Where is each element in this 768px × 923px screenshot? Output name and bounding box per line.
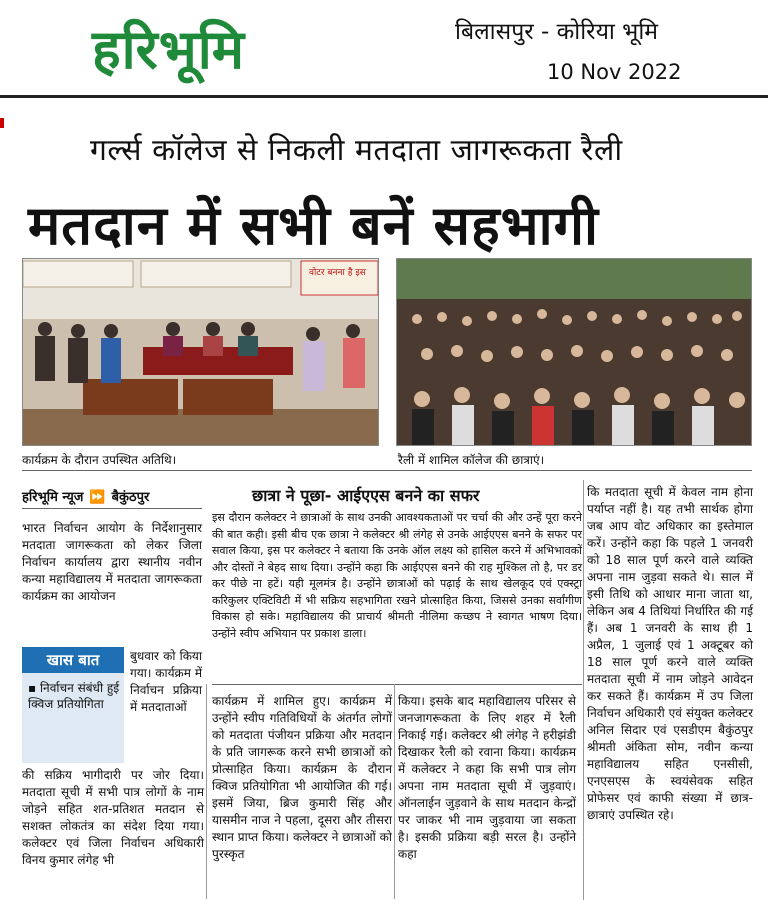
newspaper-logo: हरिभूमि xyxy=(92,18,245,81)
photo-caption-guests: कार्यक्रम के दौरान उपस्थित अतिथि। xyxy=(22,453,177,467)
column-1-bottom: की सक्रिय भागीदारी पर जोर दिया। मतदाता सूची में सभी पात्र लोगों के नाम जोड़ने सहित शत-प्रतिशत मतदान से सशक्त लोकतंत्र का संदेश दिया गया। कलेक्टर एवं जिला निर्वाचन अधिकारी विनय कुमार लंगेह भी xyxy=(22,768,204,867)
highlight-box-item: ▪ निर्वाचन संबंधी हुई क्विज प्रतियोगिता xyxy=(28,681,120,711)
column-2: कार्यक्रम में शामिल हुए। कार्यक्रम में उन्होंने स्वीप गतिविधियों के अंतर्गत लोगों को मतदाता पंजीयन प्रक्रिया और मतदान के प्रति जागरूक करने सभी छात्राओं को प्रोत्साहित किया। कार्यक्रम के दौरान क्विज प्रतियोगिता भी आयोजित की गई। इसमें जिया, ब्रिज कुमारी सिंह और यासमीन नाज ने पहला, दूसरा और तीसरा स्थान प्राप्त किया। कलेक्टर ने छात्राओं को पुरस्कृत xyxy=(212,694,392,861)
photo-rally-drawing xyxy=(397,259,751,445)
highlight-box-title: खास बात xyxy=(22,647,124,673)
column-4: कि मतदाता सूची में केवल नाम होना पर्याप्त नहीं है। यह तभी सार्थक होगा जब आप वोट अधिकार का इस्तेमाल करें। उन्होंने कहा कि पहले 1 जनवरी को 18 साल पूर्ण करने वाले व्यक्ति अपना नाम जुड़वा सकते थे। साल में इसी तिथि को आधार माना जाता था, लेकिन अब 4 तिथियां निर्धारित की गई हैं। अब 1 जनवरी के साथ ही 1 अप्रैल, 1 जुलाई एवं 1 अक्टूबर को 18 साल पूर्ण करने वाले व्यक्ति मतदाता सूची में नाम जोड़ने आवेदन कर सकते हैं। कार्यक्रम में उप जिला निर्वाचन अधिकारी एवं संयुक्त कलेक्टर अनिल सिदार एवं एसडीएम बैकुंठपुर श्रीमती अंकिता सोम, नवीन कन्या महाविद्यालय सहित एनसीसी, एनएसएस के स्वयंसेवक सहित प्रोफेसर एवं काफी संख्या में छात्र-छात्राएं उपस्थित रहे। xyxy=(587,485,753,822)
photo-rally xyxy=(396,258,752,446)
edition-name: बिलासपुर - कोरिया भूमि xyxy=(455,19,659,45)
column-divider-3 xyxy=(583,480,584,900)
highlight-box-text: निर्वाचन संबंधी हुई क्विज प्रतियोगिता xyxy=(28,681,120,711)
photo-banner-text: वोटर बनना है इस xyxy=(309,268,366,278)
column-1-side: बुधवार को किया गया। कार्यक्रम में निर्वाचन प्रक्रिया में मतदाताओं xyxy=(130,649,202,714)
photo-guests xyxy=(22,258,379,446)
column-divider-1 xyxy=(206,684,207,899)
byline-place: बैकुंठपुर xyxy=(111,490,150,505)
byline xyxy=(22,487,149,505)
photo-caption-rally: रैली में शामिल कॉलेज की छात्राएं। xyxy=(398,453,545,467)
column-divider-2 xyxy=(394,684,395,899)
intro-paragraph: इस दौरान कलेक्टर ने छात्राओं के साथ उनकी आवश्यकताओं पर चर्चा की और उन्हें पूरा करने की बात कही। इसी बीच एक छात्रा ने कलेक्टर श्री लंगेह से उनके आईएएस बनने के सफर पर सवाल किया, इस पर कलेक्टर ने बताया कि उनके ऑल लक्ष्य को हासिल करने में अभिभावकों और दोस्तों ने बेहद साथ दिया। उन्होंने कहा कि आईएएस बनने की राह मुश्किल तो है, पर डर कर पीछे ना हटें। यही मूलमंत्र है। उन्होंने छात्राओं को पढ़ाई के साथ खेलकूद एवं एक्स्ट्रा करिकुलर एक्टिविटी में भी सक्रिय सहभागिता रखने प्रोत्साहित किया, जिससे उनका सर्वांगीण विकास हो सके। महाविद्यालय की प्राचार्य श्रीमती नीलिमा कच्छप ने स्वागत भाषण दिया। उन्होंने स्वीप अभियान पर प्रकाश डाला। xyxy=(212,511,582,640)
article-headline: मतदान में सभी बनें सहभागी xyxy=(28,194,599,257)
caption-divider xyxy=(22,470,752,471)
byline-source: हरिभूमि न्यूज xyxy=(22,490,84,505)
publication-date: 10 Nov 2022 xyxy=(547,60,682,84)
column-3: किया। इसके बाद महाविद्यालय परिसर से जनजागरूकता के लिए शहर में रैली निकाई गई। कलेक्टर श्री लंगेह ने हरीझंडी दिखाकर रैली को रवाना किया। कार्यक्रम में कलेक्टर ने कहा कि सभी पात्र लोग अपना नाम मतदाता सूची में जुड़वाएं। ऑनलाईन जुड़वाने के साथ मतदान केन्द्रों पर जाकर भी नाम जुड़वाया जा सकता है। इसकी प्रक्रिया बड़ी सरल है। उन्होंने कहा xyxy=(398,694,576,861)
article-kicker: गर्ल्स कॉलेज से निकली मतदाता जागरूकता रैली xyxy=(90,133,623,168)
column-1-top: भारत निर्वाचन आयोग के निर्देशानुसार मतदाता जागरूकता को लेकर जिला निर्वाचन कार्यालय द्वारा स्थानीय नवीन कन्या महाविद्यालय में मतदाता जागरूकता कार्यक्रम का आयोजन xyxy=(22,521,202,603)
intro-divider xyxy=(212,684,582,685)
forward-arrows-icon: ⏩ xyxy=(89,490,106,505)
masthead-divider xyxy=(0,95,768,98)
byline-divider xyxy=(22,508,202,509)
margin-mark xyxy=(0,118,4,128)
photo-guests-drawing xyxy=(23,259,378,445)
article-subhead: छात्रा ने पूछा- आईएएस बनने का सफर xyxy=(252,486,480,505)
